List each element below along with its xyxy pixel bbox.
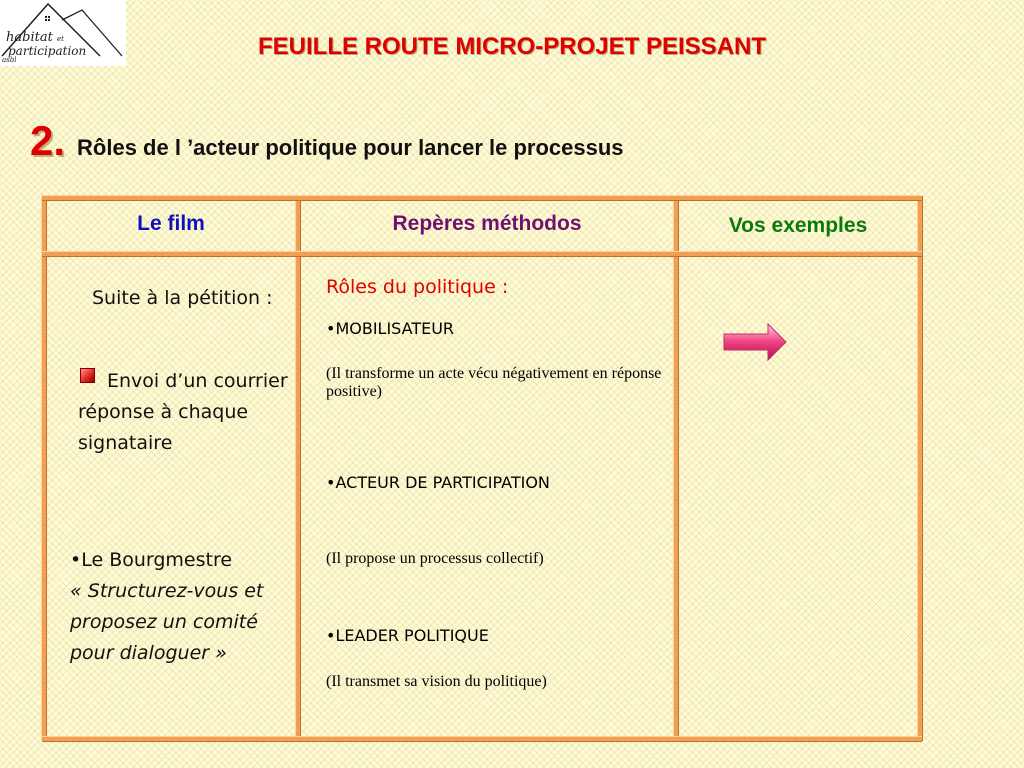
right-arrow-icon: [722, 322, 790, 366]
table-border-bottom: [42, 737, 922, 741]
methodos-heading: Rôles du politique :: [326, 276, 509, 298]
table-header-divider: [42, 252, 922, 256]
role-3-name: •LEADER POLITIQUE: [326, 626, 489, 645]
film-quote-text: « Structurez-vous et proposez un comité pour dialoguer »: [70, 580, 264, 664]
film-quote-lead: •Le Bourgmestre: [70, 549, 233, 571]
column-header-methodos: Repères méthodos: [392, 212, 582, 235]
section-title: Rôles de l ’acteur politique pour lancer le processus: [77, 135, 624, 160]
table-border-right: [918, 196, 922, 741]
page-title: FEUILLE ROUTE MICRO-PROJET PEISSANT: [257, 33, 767, 60]
logo-line2: participation: [8, 44, 87, 58]
film-quote: [70, 545, 295, 669]
table-border-left: [42, 196, 46, 741]
film-bullet-text: Envoi d’un courrier réponse à chaque signataire: [78, 370, 288, 454]
section-number: 2.: [30, 117, 66, 164]
logo-line3: asbl: [2, 56, 17, 64]
table-divider-2: [674, 196, 678, 741]
section-heading: [30, 117, 624, 165]
logo-line1: habitat et: [6, 30, 64, 45]
role-3-desc: (Il transmet sa vision du politique): [326, 673, 547, 690]
role-1-desc: (Il transforme un acte vécu négativement en réponse positive): [326, 365, 662, 400]
table-border-top: [42, 196, 922, 200]
film-bullet: [78, 366, 293, 459]
film-intro: Suite à la pétition :: [92, 287, 273, 309]
role-2-name: •ACTEUR DE PARTICIPATION: [326, 473, 550, 492]
role-1-name: •MOBILISATEUR: [326, 319, 455, 338]
column-header-film: Le film: [137, 212, 205, 235]
table-divider-1: [296, 196, 300, 741]
red-square-bullet-icon: [80, 368, 95, 383]
column-header-examples: Vos exemples: [728, 214, 868, 237]
role-2-desc: (Il propose un processus collectif): [326, 550, 544, 567]
